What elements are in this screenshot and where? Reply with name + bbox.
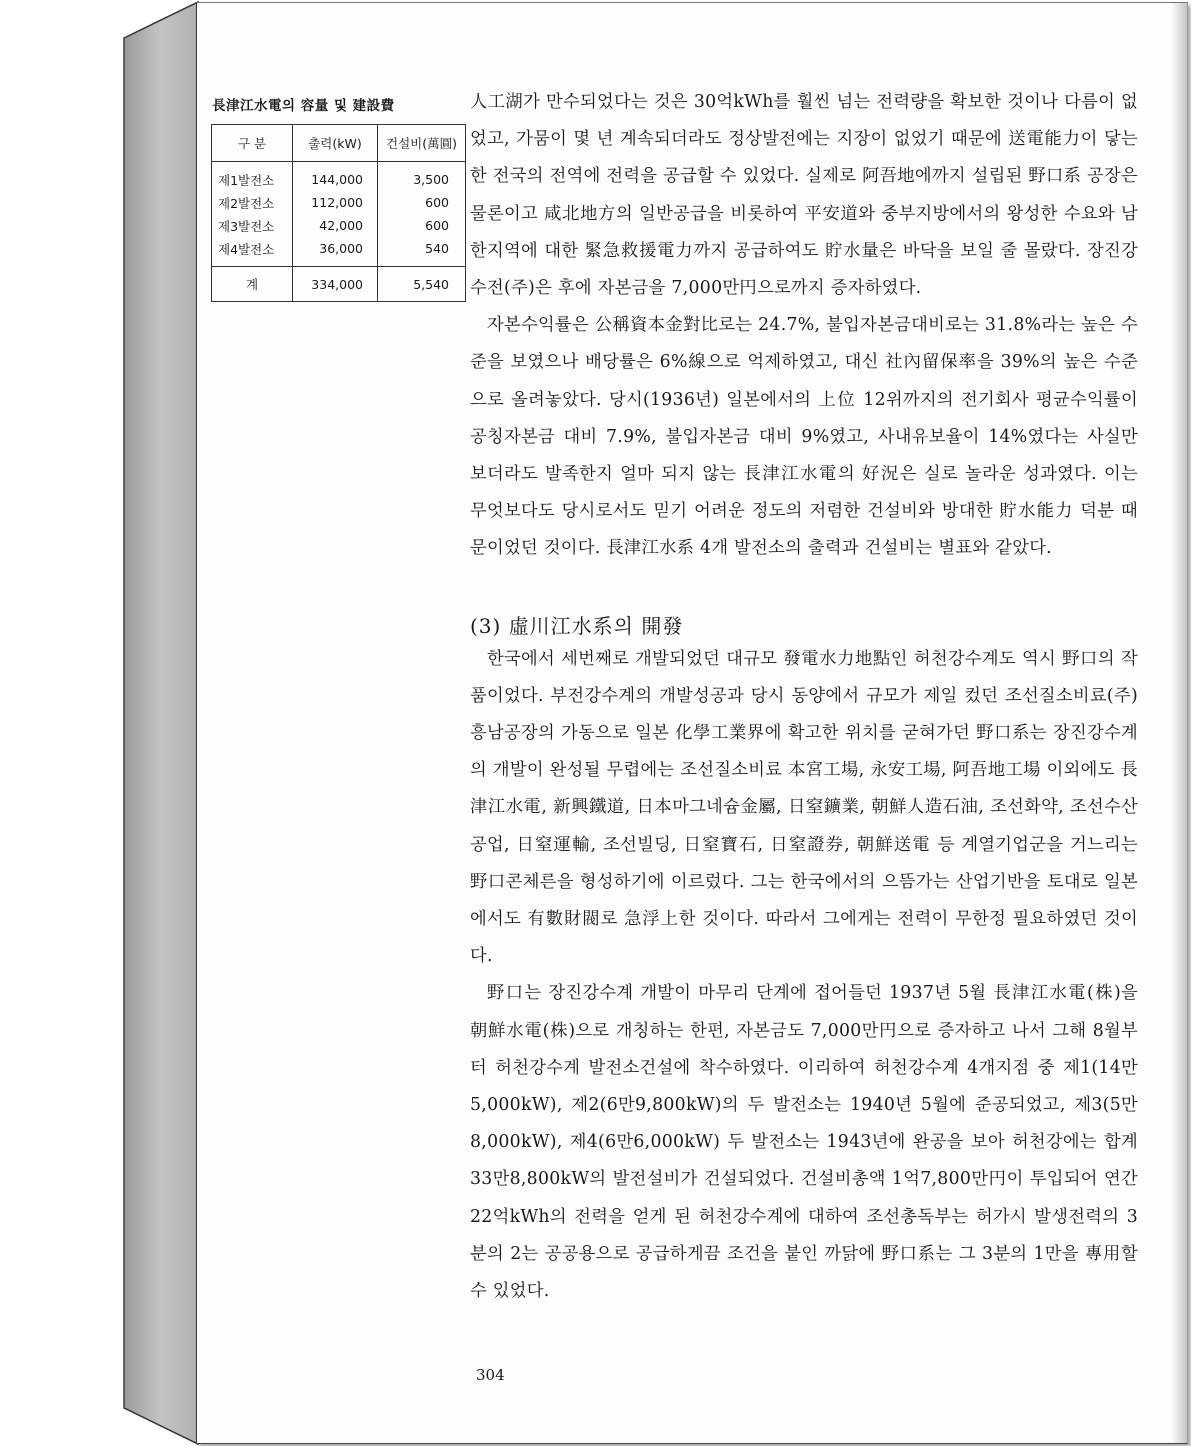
header-category: 구 분 [212,125,293,162]
book-spine [0,0,200,1446]
row-label: 제1발전소 [212,162,293,192]
total-cost: 5,540 [378,267,466,302]
row-cost: 600 [378,214,466,237]
header-cost: 건설비(萬圓) [378,125,466,162]
table-row [212,191,466,214]
table-total-row [212,267,466,302]
row-cost: 540 [378,237,466,267]
paragraph: 人工湖가 만수되었다는 것은 30억kWh를 훨씬 넘는 전력량을 확보한 것이나 다름이 없었고, 가뭄이 몇 년 계속되더라도 정상발전에는 지장이 없었기 때문에 送電能力이 닿는 한 전국의 전역에 전력을 공급할 수 있었다. 실제로 阿吾地에까지 설립된 野口系 공장은 물론이고 咸北地方의 일반공급을 비롯하여 平安道와 중부지방에서의 왕성한 수요와 남한지역에 대한 緊急救援電力까지 공급하여도 貯水量은 바닥을 보일 줄 몰랐다. 장진강수전(주)은 후에 자본금을 7,000만円으로까지 증자하였다. [470,92,1138,299]
table-row [212,237,466,267]
page-edge-shade [1171,3,1187,1443]
table-row [212,214,466,237]
section-heading: (3) 虛川江水系의 開發 [470,613,684,638]
table-row [212,162,466,192]
table-header-row [212,125,466,162]
row-output: 144,000 [293,162,378,192]
row-output: 36,000 [293,237,378,267]
row-cost: 3,500 [378,162,466,192]
paragraph: 한국에서 세번째로 개발되었던 대규모 發電水力地點인 허천강수계도 역시 野口의 작품이었다. 부전강수계의 개발성공과 당시 동양에서 규모가 제일 컸던 조선질소비료(주) 흥남공장의 가동으로 일본 化學工業界에 확고한 위치를 굳혀가던 野口系는 장진강수계의 개발이 완성될 무렵에는 조선질소비료 本宮工場, 永安工場, 阿吾地工場 이외에도 長津江水電, 新興鐵道, 日本마그네슘金屬, 日窒鑛業, 朝鮮人造石油, 조선화약, 조선수산공업, 日窒運輸, 조선빌딩, 日窒寶石, 日窒證券, 朝鮮送電 등 계열기업군을 거느리는 野口콘체른을 형성하기에 이르렀다. 그는 한국에서의 으뜸가는 산업기반을 토대로 일본에서도 有數財閥로 急浮上한 것이다. 따라서 그에게는 전력이 무한정 필요하였던 것이다. [470,648,1138,967]
table-title: 長津江水電의 容量 및 建設費 [212,98,395,114]
row-label: 제2발전소 [212,191,293,214]
row-output: 42,000 [293,214,378,237]
total-output: 334,000 [293,267,378,302]
row-cost: 600 [378,191,466,214]
row-label: 제4발전소 [212,237,293,267]
capacity-table [211,124,466,302]
body-text [470,84,1138,1310]
page-number: 304 [476,1366,505,1384]
total-label: 계 [212,267,293,302]
row-output: 112,000 [293,191,378,214]
row-label: 제3발전소 [212,214,293,237]
header-output: 출력(kW) [293,125,378,162]
paragraph: 자본수익률은 公稱資本金對比로는 24.7%, 불입자본금대비로는 31.8%라는 높은 수준을 보였으나 배당률은 6%線으로 억제하였고, 대신 社內留保率을 39%의 높은 수준으로 올려놓았다. 당시(1936년) 일본에서의 上位 12위까지의 전기회사 평균수익률이 공칭자본금 대비 7.9%, 불입자본금 대비 9%였고, 사내유보율이 14%였다는 사실만 보더라도 발족한지 얼마 되지 않는 長津江水電의 好況은 실로 놀라운 성과였다. 이는 무엇보다도 당시로서도 믿기 어려운 정도의 저렴한 건설비와 방대한 貯水能力 덕분 때문이었던 것이다. 長津江水系 4개 발전소의 출력과 건설비는 별표와 같았다. [470,315,1138,559]
paragraph: 野口는 장진강수계 개발이 마무리 단계에 접어들던 1937년 5월 長津江水電(株)을 朝鮮水電(株)으로 개칭하는 한편, 자본금도 7,000만円으로 증자하고 나서 그해 8월부터 허천강수계 발전소건설에 착수하였다. 이리하여 허천강수계 4개지점 중 제1(14만5,000kW), 제2(6만9,800kW)의 두 발전소는 1940년 5월에 준공되었고, 제3(5만8,000kW), 제4(6만6,000kW) 두 발전소는 1943년에 완공을 보아 허천강에는 합계 33만8,800kW의 발전설비가 건설되었다. 건설비총액 1억7,800만円이 투입되어 연간 22억kWh의 전력을 얻게 된 허천강수계에 대하여 조선총독부는 허가시 발생전력의 3분의 2는 공공용으로 공급하게끔 조건을 붙인 까닭에 野口系는 그 3분의 1만을 專用할 수 있었다. [470,983,1138,1302]
